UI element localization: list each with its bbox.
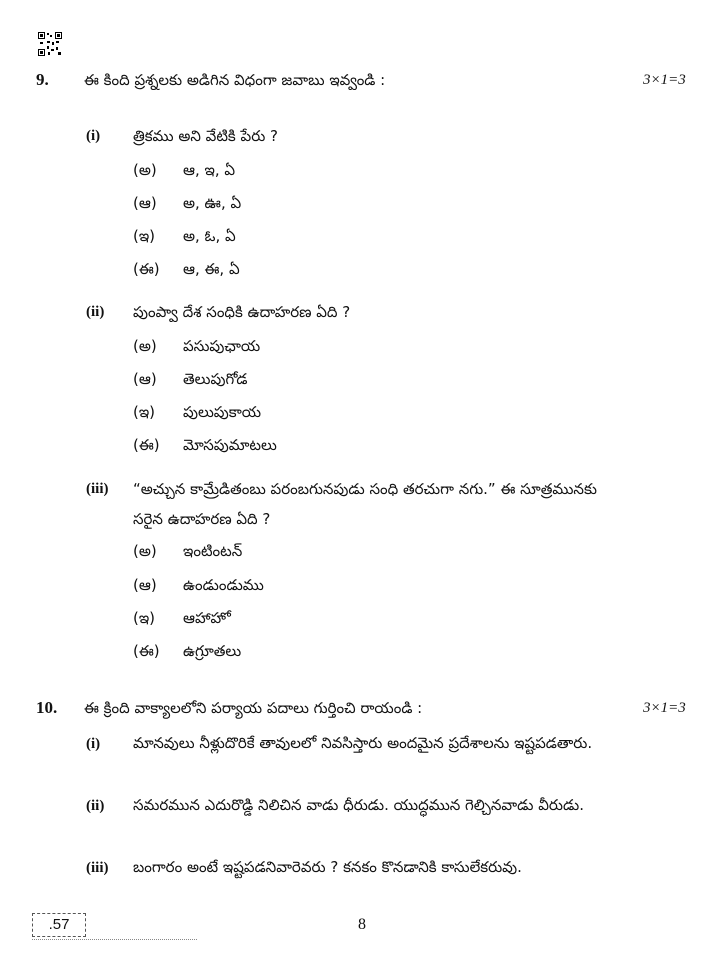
option-row — [133, 642, 241, 664]
option-label: (ఈ) — [133, 642, 160, 660]
option-label: (ఇ) — [133, 227, 156, 245]
option-label: (ఇ) — [133, 609, 156, 627]
option-label: (ఆ) — [133, 194, 157, 212]
option-text: మోసపుమాటలు — [183, 436, 277, 454]
option-text: అ, ఓ, ఏ — [183, 227, 236, 245]
option-label: (ఈ) — [133, 436, 160, 454]
option-row — [133, 403, 261, 425]
option-row — [133, 337, 260, 359]
option-label: (అ) — [133, 337, 157, 355]
option-text: ఆ, ఇ, ఏ — [183, 161, 236, 179]
q9-sub-ii-text: పుంప్వా దేశ సంధికి ఉదాహరణ ఏది ? — [133, 303, 351, 321]
option-row — [133, 436, 277, 458]
question-9-text: ఈ కింది ప్రశ్నలకు అడిగిన విధంగా జవాబు ఇవ్వండి : — [84, 71, 386, 89]
question-10-number: 10. — [36, 698, 58, 717]
option-text: ఉండుండుము — [183, 576, 264, 594]
option-row — [133, 542, 242, 564]
option-row — [133, 227, 236, 249]
option-label: (అ) — [133, 161, 157, 179]
option-row — [133, 194, 241, 216]
option-text: పసుపుఛాయ — [183, 337, 261, 355]
option-text: ఆ, ఈ, ఏ — [183, 260, 240, 278]
option-label: (ఈ) — [133, 260, 160, 278]
q9-sub-iii-text: “అచ్చున కామ్రేడితంబు పరంబగునపుడు సంధి తరచుగా నగు.” ఈ సూత్రమునకు సరైన ఉదాహరణ ఏది ? — [133, 480, 597, 528]
q10-sub-ii-number: (ii) — [86, 798, 105, 814]
question-9-number: 9. — [36, 70, 49, 89]
q10-sub-ii-text: సమరమున ఎదురొడ్డి నిలిచిన వాడు ధీరుడు. యుద్ధమున గెల్చినవాడు వీరుడు. — [133, 796, 585, 814]
option-text: పులుపుకాయ — [183, 403, 262, 421]
option-row — [133, 576, 264, 598]
option-row — [133, 370, 248, 392]
option-label: (ఆ) — [133, 576, 157, 594]
option-label: (అ) — [133, 542, 157, 560]
q10-sub-i-number: (i) — [86, 736, 101, 752]
page-number: 8 — [358, 916, 366, 933]
q10-sub-iii-text: బంగారం అంటే ఇష్టపడనివారెవరు ? కనకం కొనడానికి కాసులేకరువు. — [133, 858, 522, 876]
option-row — [133, 161, 235, 183]
footer-divider — [32, 939, 197, 940]
paper-code-box: .57 — [32, 913, 86, 937]
q10-sub-i-text: మానవులు నీళ్లుదొరికే తావులలో నివసిస్తారు అందమైన ప్రదేశాలను ఇష్టపడతారు. — [133, 734, 593, 752]
q9-sub-iii-number: (iii) — [86, 481, 109, 497]
question-10-marks: 3×1=3 — [643, 700, 686, 716]
option-text: ఇంటింటన్ — [183, 542, 243, 560]
question-10-text: ఈ క్రింది వాక్యాలలోని పర్యాయ పదాలు గుర్తించి రాయండి : — [84, 699, 423, 717]
option-row — [133, 260, 240, 282]
option-text: ఆహాహో — [183, 609, 231, 627]
option-row — [133, 609, 231, 631]
option-text: తెలుపుగోడ — [183, 370, 248, 388]
option-text: ఉగ్రూతలు — [183, 642, 242, 660]
q10-sub-iii-number: (iii) — [86, 860, 109, 876]
option-label: (ఇ) — [133, 403, 156, 421]
q9-sub-ii-number: (ii) — [86, 304, 105, 320]
qr-code-icon — [38, 32, 62, 56]
option-label: (ఆ) — [133, 370, 157, 388]
question-9-marks: 3×1=3 — [643, 72, 686, 88]
option-text: అ, ఊ, ఏ — [183, 194, 242, 212]
q9-sub-i-number: (i) — [86, 128, 101, 144]
q9-sub-i-text: త్రికము అని వేటికి పేరు ? — [133, 127, 279, 145]
